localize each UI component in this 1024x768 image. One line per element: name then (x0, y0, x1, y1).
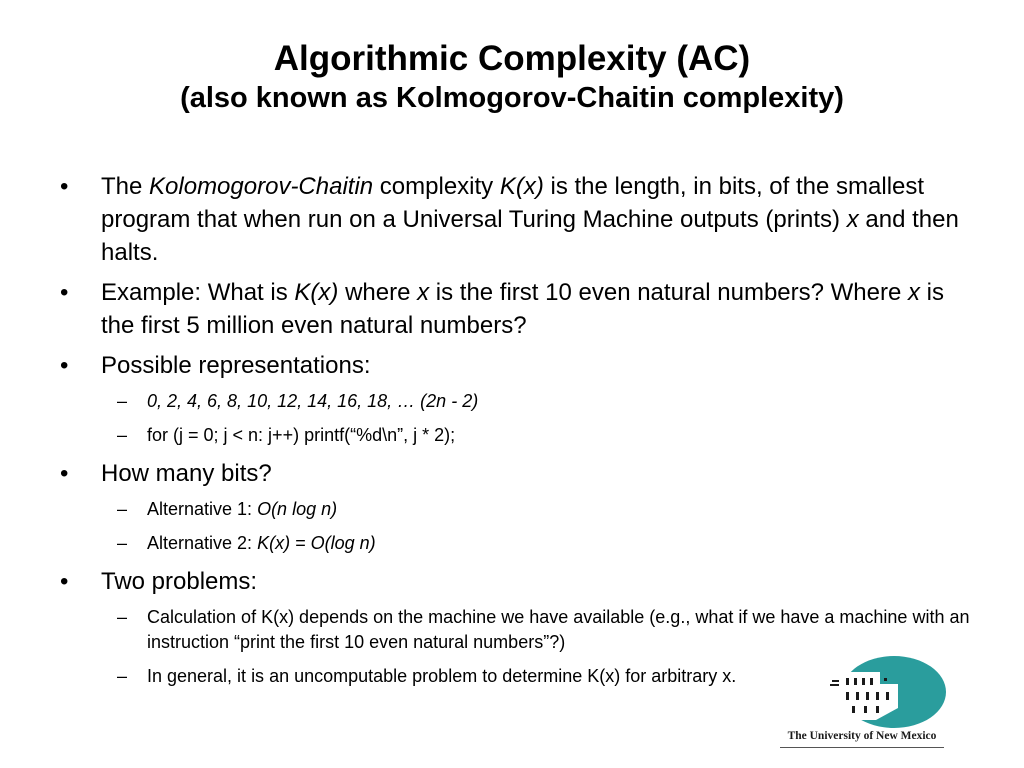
bullet-marker: • (60, 460, 69, 487)
dash-marker: – (117, 533, 128, 553)
text-run: Alternative 2: (147, 533, 258, 553)
italic-run: Kolomogorov-Chaitin (149, 173, 374, 200)
bullet-how-many-bits (60, 457, 970, 490)
text-run: complexity (373, 173, 500, 200)
logo-caption: The University of New Mexico (787, 730, 937, 742)
sub-bullet-program (60, 423, 970, 448)
text-run: Calculation of K(x) depends on the machine we have available (e.g., what if we have a machine with an instruction “print the first 10 even natural numbers”?) (147, 607, 970, 652)
dash-marker: – (117, 425, 128, 445)
text-run: Example: What is (101, 279, 295, 306)
italic-run: x (417, 279, 430, 306)
text-run: is the length, in bits, of the smallest program that when run on a Universal Turing Machine outputs (prints) (101, 173, 925, 233)
sub-bullet-sequence (60, 389, 970, 414)
italic-run: K(x) (294, 279, 339, 306)
text-run: is the first 10 even natural numbers? Where (429, 279, 909, 306)
bullet-definition (60, 170, 970, 269)
sub-bullet-alternative-2 (60, 531, 970, 556)
text-run: Possible representations: (101, 352, 371, 379)
text-run: Two problems: (101, 568, 258, 595)
title-main: Algorithmic Complexity (AC) (273, 39, 751, 78)
text-run: Alternative 1: (147, 499, 258, 519)
italic-run: K(x) (499, 173, 544, 200)
bullet-marker: • (60, 568, 69, 595)
text-run: How many bits? (101, 460, 272, 487)
italic-run: x (846, 206, 859, 233)
italic-run: K(x) = O(log n) (257, 533, 376, 553)
text-run: and then halts. (101, 206, 959, 266)
dash-marker: – (117, 499, 128, 519)
bullet-example (60, 276, 970, 342)
bullet-representations (60, 349, 970, 382)
bullet-two-problems (60, 565, 970, 598)
title-subtitle: (also known as Kolmogorov-Chaitin complexity) (180, 82, 844, 114)
sub-bullet-alternative-1 (60, 497, 970, 522)
slide-title (0, 38, 1024, 116)
text-run: In general, it is an uncomputable problem to determine K(x) for arbitrary x. (147, 666, 737, 686)
text-run: for (j = 0; j < n: j++) printf(“%d\n”, j * 2); (147, 425, 456, 445)
bullet-marker: • (60, 173, 69, 200)
italic-run: x (908, 279, 921, 306)
bullet-marker: • (60, 279, 69, 306)
text-run: The (101, 173, 150, 200)
dash-marker: – (117, 607, 128, 627)
text-run: where (338, 279, 418, 306)
slide-body (60, 170, 970, 698)
logo-divider (780, 747, 944, 748)
university-logo (776, 648, 948, 752)
text-run: is the first 5 million even natural numbers? (101, 279, 945, 339)
italic-run: 0, 2, 4, 6, 8, 10, 12, 14, 16, 18, … (2n - 2) (147, 391, 479, 411)
dash-marker: – (117, 391, 128, 411)
italic-run: O(n log n) (257, 499, 338, 519)
bullet-marker: • (60, 352, 69, 379)
dash-marker: – (117, 666, 128, 686)
unm-logo-icon (776, 648, 948, 730)
